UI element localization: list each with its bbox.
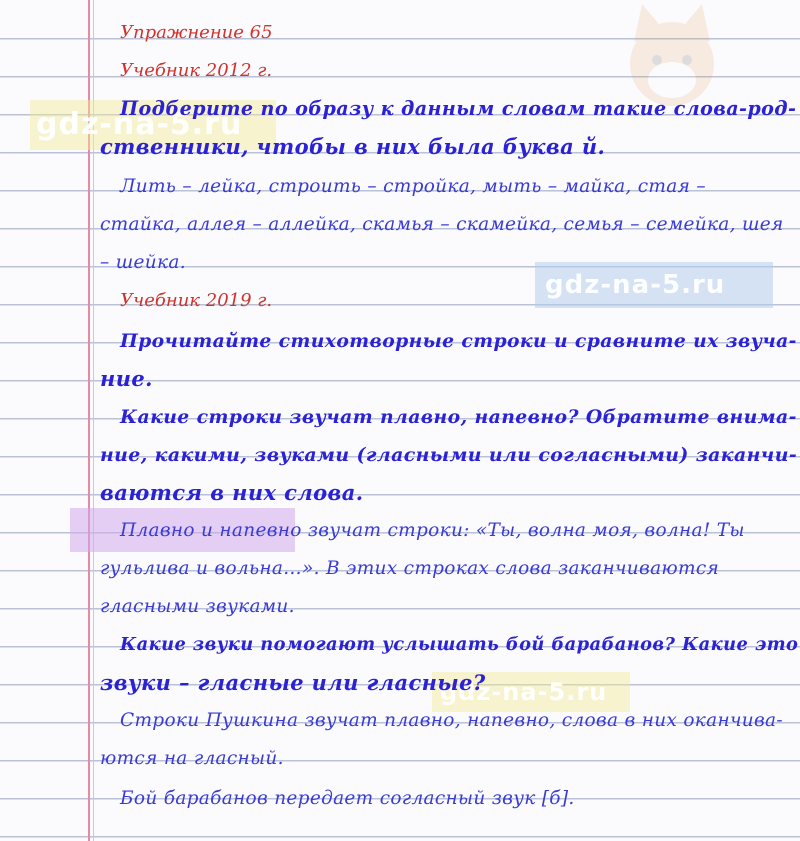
task-line: звуки – гласные или гласные? <box>100 670 486 695</box>
answer-line: ются на гласный. <box>100 748 284 769</box>
task-line: Прочитайте стихотворные строки и сравните их звуча- <box>120 330 797 352</box>
watermark-site: gdz-na-5.ru <box>432 672 630 712</box>
task-line: ваются в них слова. <box>100 480 364 505</box>
task-line: ние, какими, звуками (гласными или согласными) заканчи- <box>100 444 798 466</box>
answer-line: Плавно и напевно звучат строки: «Ты, волна моя, волна! Ты <box>120 520 745 541</box>
task-line: Какие строки звучат плавно, напевно? Обратите внима- <box>120 406 797 428</box>
task-line: Какие звуки помогают услышать бой барабанов? Какие это <box>120 634 799 655</box>
answer-line: Бой барабанов передает согласный звук [б]. <box>120 788 575 809</box>
heading-line: Упражнение 65 <box>120 22 273 43</box>
answer-line: Строки Пушкина звучат плавно, напевно, слова в них оканчива- <box>120 710 783 731</box>
heading-line: Учебник 2019 г. <box>120 290 273 311</box>
watermark-site: gdz-na-5.ru <box>535 262 773 308</box>
answer-line: Лить – лейка, строить – стройка, мыть – майка, стая – <box>120 176 706 197</box>
answer-line: стайка, аллея – аллейка, скамья – скамейка, семья – семейка, шея <box>100 214 784 235</box>
task-line: ние. <box>100 366 153 391</box>
answer-line: – шейка. <box>100 252 186 273</box>
watermark-site: gdz-na-5.ru <box>30 100 276 150</box>
heading-line: Учебник 2012 г. <box>120 60 273 81</box>
answer-line: гласными звуками. <box>100 596 295 617</box>
task-line: ственники, чтобы в них была буква й. <box>100 134 606 159</box>
answer-line: гульлива и вольна…». В этих строках слова заканчиваются <box>100 558 720 579</box>
task-line: Подберите по образу к данным словам такие слова-род- <box>120 97 797 120</box>
